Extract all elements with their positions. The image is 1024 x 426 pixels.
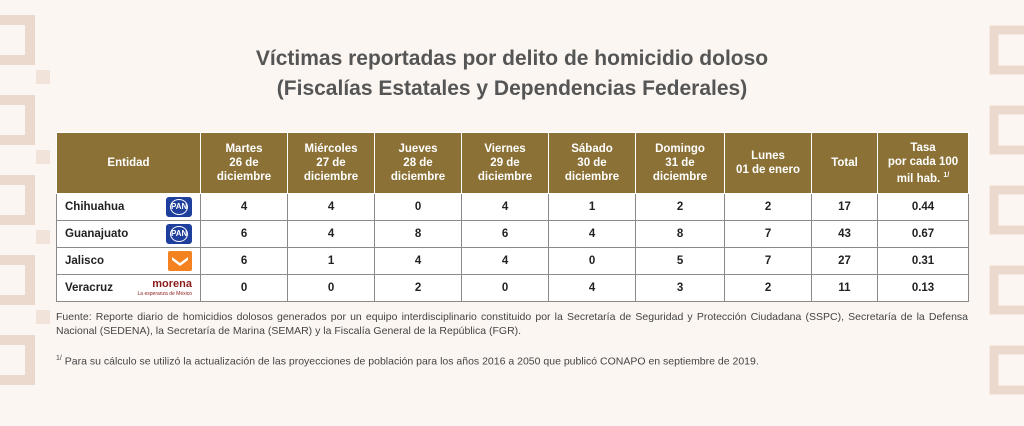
homicide-table bbox=[56, 132, 969, 302]
morena-logo-subtext: La esperanza de México bbox=[137, 291, 193, 297]
header-label: Total bbox=[831, 157, 858, 169]
header-day bbox=[288, 133, 375, 194]
pan-logo-badge bbox=[166, 224, 192, 244]
header-day-name: Sábado bbox=[571, 143, 613, 155]
value-cell: 0 bbox=[462, 275, 549, 302]
mc-logo-badge bbox=[168, 251, 192, 271]
table-row bbox=[57, 275, 969, 302]
value-cell: 6 bbox=[201, 221, 288, 248]
source-note: Fuente: Reporte diario de homicidios dolosos generados por un equipo interdisciplinario constituido por la Secretaría de Seguridad y Protección Ciudadana (SSPC), Secretaría de la Defensa Nacional (SEDENA), la Secretaría de Marina (SEMAR) y la Fiscalía General de la República (FGR). bbox=[56, 311, 968, 337]
header-tasa-l3: mil hab. bbox=[896, 172, 941, 185]
pan-logo-icon bbox=[166, 197, 192, 217]
calculation-note bbox=[56, 352, 968, 369]
header-day bbox=[375, 133, 462, 194]
tasa-cell: 0.31 bbox=[878, 248, 969, 275]
calculation-note-text: Para su cálculo se utilizó la actualización de las proyecciones de población para los años 2016 a 2050 que publicó CONAPO en septiembre de 2019. bbox=[61, 355, 759, 368]
entidad-name: Chihuahua bbox=[65, 201, 125, 213]
value-cell: 4 bbox=[288, 221, 375, 248]
header-day-date: 26 de diciembre bbox=[216, 157, 272, 183]
total-cell: 43 bbox=[812, 221, 878, 248]
footnote-marker: 1/ bbox=[56, 355, 62, 362]
tasa-cell: 0.13 bbox=[878, 275, 969, 302]
header-label: Entidad bbox=[107, 157, 150, 169]
value-cell: 0 bbox=[375, 194, 462, 221]
total-cell: 27 bbox=[812, 248, 878, 275]
header-day bbox=[462, 133, 549, 194]
pan-logo-badge bbox=[166, 197, 192, 217]
morena-logo-icon bbox=[138, 279, 192, 299]
value-cell: 2 bbox=[725, 194, 812, 221]
value-cell: 7 bbox=[725, 221, 812, 248]
value-cell: 6 bbox=[201, 248, 288, 275]
tasa-cell: 0.44 bbox=[878, 194, 969, 221]
header-day bbox=[725, 133, 812, 194]
movimiento-ciudadano-logo-icon bbox=[168, 251, 192, 271]
header-day-date: 01 de enero bbox=[736, 164, 800, 176]
page-title: Víctimas reportadas por delito de homicidio doloso bbox=[255, 47, 769, 70]
value-cell: 1 bbox=[549, 194, 636, 221]
value-cell: 4 bbox=[462, 194, 549, 221]
header-day-name: Jueves bbox=[398, 143, 438, 155]
header-entidad bbox=[57, 133, 201, 194]
value-cell: 8 bbox=[636, 221, 725, 248]
table-row bbox=[57, 248, 969, 275]
header-day-name: Lunes bbox=[751, 150, 785, 162]
header-day-name: Martes bbox=[225, 143, 263, 155]
table-row bbox=[57, 194, 969, 221]
entidad-cell bbox=[57, 194, 201, 221]
page-subtitle: (Fiscalías Estatales y Dependencias Federales) bbox=[276, 77, 748, 100]
header-day-date: 29 de diciembre bbox=[477, 157, 533, 183]
header-day bbox=[636, 133, 725, 194]
value-cell: 1 bbox=[288, 248, 375, 275]
value-cell: 4 bbox=[462, 248, 549, 275]
table-header-row bbox=[57, 133, 969, 194]
value-cell: 2 bbox=[725, 275, 812, 302]
total-cell: 17 bbox=[812, 194, 878, 221]
value-cell: 2 bbox=[375, 275, 462, 302]
entidad-name: Guanajuato bbox=[65, 228, 129, 240]
header-day-name: Miércoles bbox=[304, 143, 358, 155]
entidad-name: Jalisco bbox=[65, 255, 104, 267]
value-cell: 4 bbox=[549, 221, 636, 248]
value-cell: 4 bbox=[375, 248, 462, 275]
value-cell: 5 bbox=[636, 248, 725, 275]
header-total bbox=[812, 133, 878, 194]
value-cell: 3 bbox=[636, 275, 725, 302]
header-day-date: 30 de diciembre bbox=[564, 157, 620, 183]
pan-logo-text: PAN bbox=[170, 199, 188, 215]
header-day-date: 31 de diciembre bbox=[652, 157, 708, 183]
header-day bbox=[549, 133, 636, 194]
entidad-name: Veracruz bbox=[65, 282, 113, 294]
value-cell: 6 bbox=[462, 221, 549, 248]
value-cell: 8 bbox=[375, 221, 462, 248]
header-tasa bbox=[878, 133, 969, 194]
header-day-name: Domingo bbox=[655, 143, 705, 155]
value-cell: 4 bbox=[549, 275, 636, 302]
tasa-cell: 0.67 bbox=[878, 221, 969, 248]
mc-eagle-icon bbox=[171, 255, 189, 267]
value-cell: 0 bbox=[288, 275, 375, 302]
entidad-cell bbox=[57, 275, 201, 302]
total-cell: 11 bbox=[812, 275, 878, 302]
value-cell: 0 bbox=[201, 275, 288, 302]
header-day-name: Viernes bbox=[484, 143, 526, 155]
value-cell: 7 bbox=[725, 248, 812, 275]
value-cell: 4 bbox=[201, 194, 288, 221]
header-tasa-l2: por cada 100 bbox=[887, 155, 959, 168]
value-cell: 4 bbox=[288, 194, 375, 221]
header-tasa-l1: Tasa bbox=[910, 141, 936, 154]
value-cell: 0 bbox=[549, 248, 636, 275]
table-row bbox=[57, 221, 969, 248]
footnote-ref: 1/ bbox=[943, 171, 950, 179]
header-day-date: 27 de diciembre bbox=[303, 157, 359, 183]
value-cell: 2 bbox=[636, 194, 725, 221]
pan-logo-text: PAN bbox=[170, 226, 188, 242]
pan-logo-icon bbox=[166, 224, 192, 244]
header-day-date: 28 de diciembre bbox=[390, 157, 446, 183]
morena-logo-text: morena bbox=[152, 278, 193, 290]
entidad-cell bbox=[57, 248, 201, 275]
entidad-cell bbox=[57, 221, 201, 248]
header-day bbox=[201, 133, 288, 194]
